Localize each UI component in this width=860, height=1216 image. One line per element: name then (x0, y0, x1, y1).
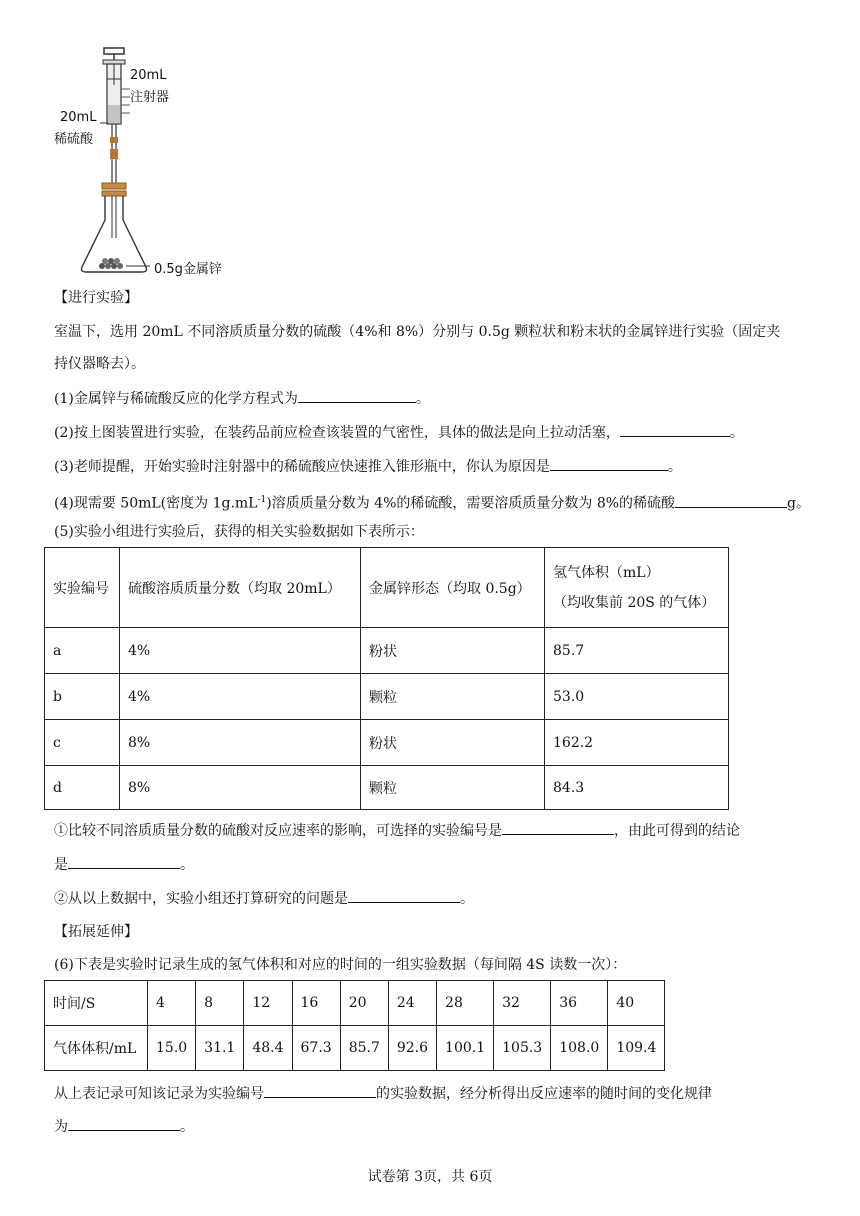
table-cell: a (45, 628, 120, 674)
table-cell: 4 (148, 981, 196, 1026)
table-cell: 20 (340, 981, 388, 1026)
after-table-text-b: 的实验数据，经分析得出反应速率的随时间的变化规律 (376, 1086, 712, 1102)
extend-heading: 【拓展延伸】 (54, 924, 138, 940)
question-5: (5)实验小组进行实验后，获得的相关实验数据如下表所示： (54, 524, 424, 540)
answer-blank-5[interactable] (502, 820, 614, 835)
answer-blank-2[interactable] (620, 422, 730, 437)
table-cell: 16 (292, 981, 340, 1026)
question-4-text-a: (4)现需要 50mL(密度为 1g.mL (54, 495, 258, 512)
answer-blank-4[interactable] (675, 493, 787, 508)
table-cell: 12 (244, 981, 292, 1026)
answer-blank-3[interactable] (550, 456, 668, 471)
table-cell: 36 (551, 981, 608, 1026)
zinc-label: 0.5g金属锌 (154, 262, 222, 277)
answer-blank-8[interactable] (264, 1083, 376, 1098)
page-footer: 试卷第 3页，共 6页 (367, 1169, 493, 1185)
question-3-text: (3)老师提醒，开始实验时注射器中的稀硫酸应快速推入锥形瓶中，你认为原因是 (54, 459, 550, 475)
intro-line-2: 持仪器略去）。 (54, 356, 145, 372)
table-cell: 32 (494, 981, 551, 1026)
time-volume-table (44, 980, 665, 1071)
subquestion-1-text: ①比较不同溶质质量分数的硫酸对反应速率的影响，可选择的实验编号是 (54, 823, 502, 839)
table-cell: c (45, 720, 120, 766)
table-cell: 8 (196, 981, 244, 1026)
experiment-data-table (44, 547, 729, 810)
table1-header-hydrogen-line2: （均收集前 20S 的气体） (553, 594, 716, 611)
table-cell: 4% (120, 674, 361, 720)
table-cell: 53.0 (545, 674, 729, 720)
table-cell: 85.7 (545, 628, 729, 674)
answer-blank-7[interactable] (348, 888, 460, 903)
after-table-line (54, 1083, 712, 1104)
question-6: (6)下表是实验时记录生成的氢气体积和对应的时间的一组实验数据（每间隔 4S 读数一次）： (54, 957, 627, 973)
syringe-label: 注射器 (130, 90, 170, 105)
table-cell: 31.1 (196, 1026, 244, 1071)
intro-line-1: 室温下，选用 20mL 不同溶质质量分数的硫酸（4%和 8%）分别与 0.5g 颗粒状和粉末状的金属锌进行实验（固定夹 (54, 324, 781, 340)
table-cell: 粉状 (361, 628, 545, 674)
table1-header-hydrogen (545, 548, 729, 628)
syringe-volume-label: 20mL (130, 68, 167, 83)
question-4-sup: -1 (257, 495, 267, 505)
table1-header-hydrogen-line1: 氢气体积（mL） (553, 564, 660, 581)
question-4-end: g。 (787, 495, 811, 512)
table-cell: 4% (120, 628, 361, 674)
table-cell: 颗粒 (361, 674, 545, 720)
table-cell: 28 (437, 981, 494, 1026)
table1-header-id: 实验编号 (45, 548, 120, 628)
table-cell: 108.0 (551, 1026, 608, 1071)
question-4 (54, 490, 810, 514)
after-table-line-2 (54, 1116, 194, 1137)
table-cell: d (45, 766, 120, 810)
question-4-text-b: )溶质质量分数为 4%的稀硫酸，需要溶质质量分数为 8%的稀硫酸 (266, 495, 676, 512)
table-cell: 100.1 (437, 1026, 494, 1071)
answer-blank-1[interactable] (298, 388, 416, 403)
subquestion-2-text: ②从以上数据中，实验小组还打算研究的问题是 (54, 891, 348, 907)
table-cell: 109.4 (608, 1026, 665, 1071)
table-cell: 162.2 (545, 720, 729, 766)
table-cell: b (45, 674, 120, 720)
table-cell: 24 (388, 981, 436, 1026)
table-cell: 48.4 (244, 1026, 292, 1071)
question-3 (54, 456, 682, 477)
table2-volume-label: 气体体积/mL (45, 1026, 148, 1071)
table-cell: 84.3 (545, 766, 729, 810)
table-cell: 粉状 (361, 720, 545, 766)
table-cell: 105.3 (494, 1026, 551, 1071)
table2-time-label: 时间/S (45, 981, 148, 1026)
table-cell: 颗粒 (361, 766, 545, 810)
table1-header-acid: 硫酸溶质质量分数（均取 20mL） (120, 548, 361, 628)
question-2-end: 。 (729, 425, 744, 441)
question-1 (54, 388, 430, 409)
question-2-text: (2)按上图装置进行实验，在装药品前应检查该装置的气密性，具体的做法是向上拉动活塞， (54, 425, 620, 441)
table-cell: 92.6 (388, 1026, 436, 1071)
subquestion-1-text-c: 是 (54, 857, 68, 873)
subquestion-1-end: 。 (180, 857, 194, 873)
question-3-end: 。 (667, 459, 682, 475)
after-table-text-a: 从上表记录可知该记录为实验编号 (54, 1086, 264, 1102)
table-cell: 8% (120, 720, 361, 766)
answer-blank-6[interactable] (68, 854, 180, 869)
acid-volume-label: 20mL (60, 110, 97, 125)
question-1-end: 。 (415, 391, 430, 407)
question-1-text: (1)金属锌与稀硫酸反应的化学方程式为 (54, 391, 298, 407)
subquestion-2-end: 。 (460, 891, 474, 907)
answer-blank-9[interactable] (68, 1116, 180, 1131)
subquestion-2 (54, 888, 474, 909)
experiment-heading: 【进行实验】 (54, 290, 138, 306)
table-cell: 67.3 (292, 1026, 340, 1071)
table-cell: 8% (120, 766, 361, 810)
table-cell: 40 (608, 981, 665, 1026)
acid-label: 稀硫酸 (54, 132, 94, 147)
table-cell: 85.7 (340, 1026, 388, 1071)
after-table-end: 。 (180, 1119, 194, 1135)
subquestion-1-cont (54, 854, 194, 875)
after-table-text-c: 为 (54, 1119, 68, 1135)
table-cell: 15.0 (148, 1026, 196, 1071)
subquestion-1 (54, 820, 740, 841)
table1-header-zinc: 金属锌形态（均取 0.5g） (361, 548, 545, 628)
subquestion-1-text-b: ，由此可得到的结论 (614, 823, 740, 839)
question-2 (54, 422, 744, 443)
